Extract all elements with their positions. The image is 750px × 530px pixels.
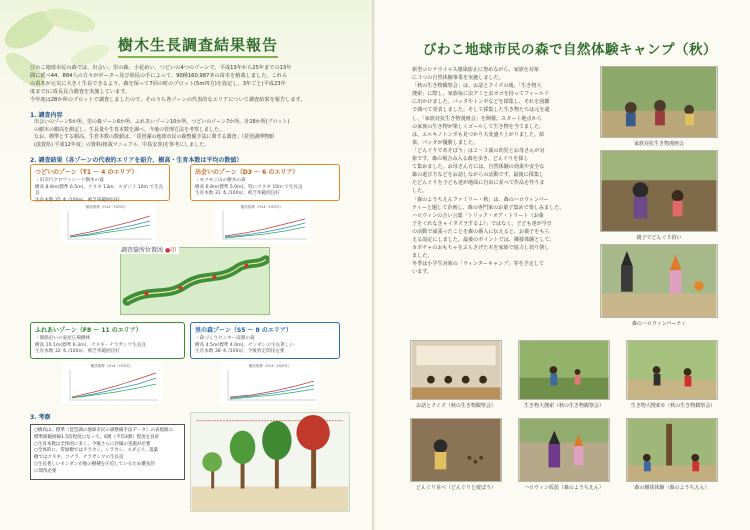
fureai-growth-chart xyxy=(62,362,162,404)
body-line: 「森のようちえんファミリー・秋」は、森のハロウィンパー xyxy=(412,196,549,203)
body-line: に３つの自然体験事業を実施しました。 xyxy=(412,75,504,82)
body-line: 象です。森の場合み入る森を歩き、どんぐりを探し xyxy=(412,156,529,163)
zone-line: 生育本数 38 本 /100㎡、今後剪定間伐を要 xyxy=(195,349,285,355)
body-line: ハロウィンの合い言葉「トリック・オア・トリート（お菓 xyxy=(412,212,544,219)
body-line: し、「家族対抗生き物漫画会」を開催。スタート地点から xyxy=(412,115,542,122)
zone-line: ・旧歩行クロウッシード樹木の森 xyxy=(35,178,104,183)
photo-talk-quiz xyxy=(410,340,502,400)
zone-name: 里の森ゾーン（S5 ～ 8 のエリア） xyxy=(195,327,292,334)
intro-line: 度まで)に成長具合調査を実施しています。 xyxy=(30,89,131,95)
zone-line: 樹高 10.1m(標準 6.3m)、クヌギ・ナラガシワ生長良 xyxy=(35,342,146,348)
body-line: 「どんぐりであそぼう」は２～３歳の幼児とお母さんが対 xyxy=(412,147,545,154)
photo-acorn-gathering xyxy=(600,150,718,232)
section3-heading: 3. 考察 xyxy=(30,414,51,421)
body-line: 捜索」に際し、家族毎に虫アミと虫カゴを持ってフィールド xyxy=(412,91,550,98)
body-line: した。 xyxy=(412,188,428,195)
page-fold xyxy=(372,0,375,530)
photo-halloween-party xyxy=(600,244,718,318)
photo-halloween-costume xyxy=(518,418,610,482)
photo-caption: 生き物大捜索①（秋の生き物観察会） xyxy=(630,403,716,409)
photo-caption: どんぐり並べ（どんぐりと遊ぼう） xyxy=(415,485,496,491)
photo-caption: 森のハロウィンパーティ xyxy=(632,321,686,327)
nature-camp-title: びわこ地球市民の森で自然体験キャンプ（秋） xyxy=(423,42,717,58)
intro-line: の苗木が元気に大きく生長できるよう、森を保って7回の町のプロット(5m四方)を設定し、3年ごと(平成23年 xyxy=(30,81,286,87)
chart-title: 樹高推移（H14～H25年） xyxy=(85,205,129,209)
zone-line: 樹高 8.8m(標準 6.5m)、クヌギ 13m、スダジイ 10m で生長良 xyxy=(35,184,164,197)
photo-caption: お話とクイズ（秋の生き物観察会） xyxy=(416,403,496,409)
observation-line: ○生育本数は全体的に多く、今後さらに評価の実施が必要 xyxy=(34,441,151,447)
section1-line: の樹木の樹高を測定し、生長量や生育本数を調べ、今後の管理方法を考察しました。 xyxy=(34,126,225,133)
tree-growth-report-title: 樹木生長調査結果報告 xyxy=(118,36,279,54)
zone-deai xyxy=(190,164,340,201)
observation-line: ○樹高は、標準（琵琶湖の地球市民の森整備手法データ）の表現値の xyxy=(34,428,173,433)
map-legend: ●印 xyxy=(164,247,177,254)
section1-line: 出会いのゾーン5か所、里の森ゾーン6か所、ふれあいゾーン10か所、つどいのゾーン7か所、計28か所(プロット) xyxy=(34,119,290,125)
photo-caption: 生き物大捜索（秋の生き物観察会） xyxy=(523,403,604,409)
intro-line: 間に延べ44、884人の方々がポーター及び県民の手によって、90種160,987本の苗木を植栽しました。これら xyxy=(30,73,288,79)
zone-satonomori xyxy=(190,322,340,359)
body-line: たどんぐりを子ども達が地面に自由に並べて作品を作りま xyxy=(412,180,545,187)
observation-line: ○生長著しいセンダンが他の樹種を圧迫しているため優先的 xyxy=(34,461,155,467)
body-line: て集めました。お母さん方には、自然体験の効果や安全な xyxy=(412,164,545,171)
section1-line: (滋賀県) 平成12年度」の資料(植栽マニュアル、中島安喜)を参考にしました。 xyxy=(34,141,210,148)
photo-creature-search-2 xyxy=(626,340,718,400)
map-title-text: 調査箇所位置図 xyxy=(121,247,164,254)
forest-growth-illustration xyxy=(190,412,350,512)
zone-name: ふれあいゾーン（F8 ～ 11 のエリア） xyxy=(35,327,142,334)
chart-title: 樹高推移（H14～H25年） xyxy=(248,364,292,368)
zone-fureai xyxy=(30,322,185,359)
body-line: の家族の生き物が楽しくゴールして生き物を当てました。 xyxy=(412,123,545,130)
camp-report-body xyxy=(412,66,584,276)
zone-line: ・園路沿いの東屋広場樹林 xyxy=(35,336,91,341)
photo-caption: 森の樹体体験（森のようちえん） xyxy=(634,485,710,491)
body-line: ました。 xyxy=(412,253,433,260)
body-line: カボチャのおもちゃをぶらさげた木を家族で協力し切り倒し xyxy=(412,245,550,252)
zone-line: ・森づくりセンター南側の森 xyxy=(195,336,255,341)
section2-heading: 2. 調査結果（各ゾーンの代表的エリアを紹介、樹高・生育本数は平均の数値） xyxy=(30,157,243,164)
body-line: 新型コロナウイルス感染防止に努めながら、家族を対象 xyxy=(412,67,540,73)
body-line: える設定にしました。最後のポイントでは、隣接体験として、 xyxy=(412,236,555,243)
body-line: で調べて発表しました。そして採集した生き物たちは元を還 xyxy=(412,107,550,114)
body-line: 子をくれなきゃイタズラするよ）」ではなく、子ども達が今日 xyxy=(412,220,552,227)
section1-text xyxy=(34,119,350,149)
intro-paragraph xyxy=(30,64,350,104)
left-page xyxy=(0,0,372,530)
body-line: ティーと題して企画し、森の専門家のお菓子集めで楽しみました。 xyxy=(412,204,565,211)
section1-heading: 1. 調査内容 xyxy=(30,112,63,119)
body-line: の活動で頑張ったことを森の番人に伝えると、お菓子をもら xyxy=(412,228,550,235)
tsudoi-growth-chart xyxy=(60,203,155,243)
zone-line: 生育本数 25 本 /100㎡、被芝率範囲良好 xyxy=(35,197,120,203)
body-line: は、エルキノトンボも見つかり大変盛り上がりました。結 xyxy=(412,131,545,138)
zone-line: 生育本数 31 本 /100㎡、被芝率範囲良好 xyxy=(195,191,280,197)
observations-box xyxy=(30,424,185,480)
section1-line: なお、標準とする樹高、生育本数の数値は、「琵琶湖の地球市民の森整備手法に関する調査」（琵琶湖博物館 xyxy=(34,134,275,140)
photo-caption: ハロウィン仮装（森のようちえん） xyxy=(524,485,604,491)
intro-line: 今年度は28か所のプロットで調査しましたので、そのうち各ゾーンの代表的なエリアについて調査結果を報告します。 xyxy=(30,97,306,103)
zone-line: 樹高 6.8m(標準 5.0m)、特にクヌギ 10m で生長良 xyxy=(195,184,303,190)
map-title xyxy=(118,245,179,254)
observation-line: 標準値範囲線1.5倍程度になって、6割（平均3割）程度を良好 xyxy=(34,434,160,440)
chart-title: 樹高推移（H14～H25年） xyxy=(90,364,134,368)
zone-name: つどいのゾーン（T1 ～ 4 のエリア） xyxy=(35,169,138,176)
body-line: 冬季は小学生対象の「ウィンターキャンプ」等を予定して xyxy=(412,261,544,268)
satonomori-growth-chart xyxy=(220,362,320,404)
photo-creature-search xyxy=(518,340,610,400)
photo-acorn-arranging xyxy=(410,418,502,482)
body-line: 果、バッタが優勝しました。 xyxy=(412,139,479,146)
zone-name: 出会いのゾーン（D3 ～ 6 のエリア） xyxy=(195,169,299,176)
survey-location-map xyxy=(120,247,270,315)
deai-growth-chart xyxy=(215,203,310,243)
intro-line: びわこ地球市民の森では、出会い、里の森、小花めい、つどいの4つのゾーンで、平成13年から25年までの13年 xyxy=(30,65,292,71)
body-line: 「秋の生き物観察会」は、お話とクイズの後、「生き物大 xyxy=(412,83,542,90)
photo-caption: 家族対抗生き物漫画会 xyxy=(633,141,684,147)
body-line: います。 xyxy=(412,269,432,276)
body-line: に出かけました。バッタやトンボなどを採集し、それを図鑑 xyxy=(412,99,550,106)
zone-line: ・モツモジ山の樹木の森 xyxy=(195,178,246,183)
observation-line: 樹ではクヌギ、コナラ、ナラガシワの生長良 xyxy=(34,455,124,461)
zone-line: 生育本数 32 本 /100㎡、被芝率範囲良好 xyxy=(35,349,120,355)
body-line: 森の遊び方などをお話しながらの活動です。最後に採集し xyxy=(412,172,545,179)
observation-line: ○全体的に、常緑樹ではアラカシ、シラカシ、スダジイ、落葉 xyxy=(34,448,159,454)
zone-line: 樹高 4.5m(標準 4.0m)、センダンの生長著しい xyxy=(195,342,294,348)
observation-line: に間伐必要 xyxy=(34,468,57,474)
photo-caption: 親子でどんぐり拾い xyxy=(636,235,682,241)
photo-forest-experience xyxy=(626,418,718,482)
photo-family-contest xyxy=(600,66,718,138)
zone-tsudoi xyxy=(30,164,170,201)
chart-title: 樹高推移（H14～H25年） xyxy=(240,205,284,209)
